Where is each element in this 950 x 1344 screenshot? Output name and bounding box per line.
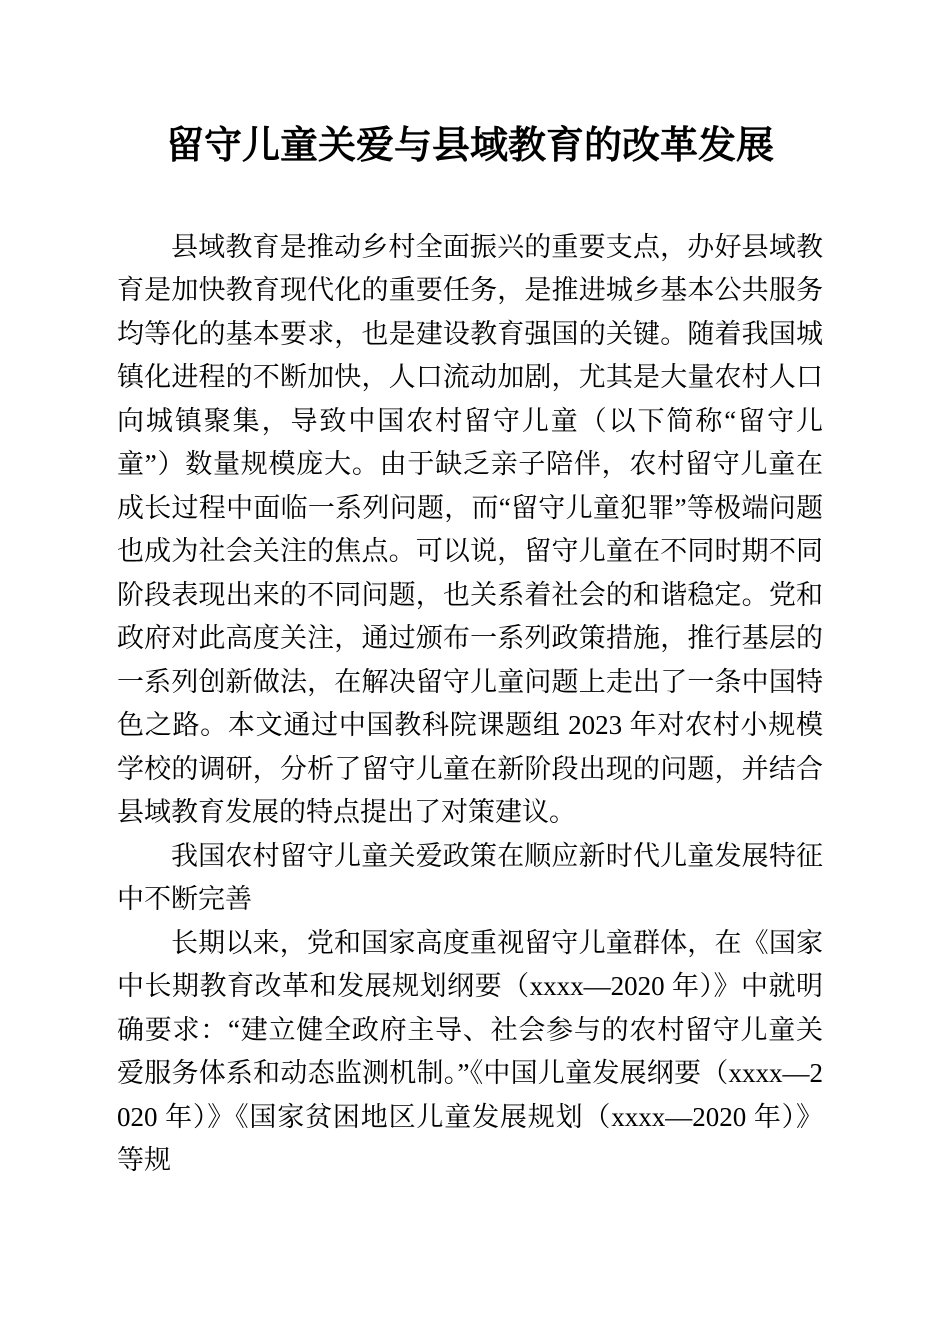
paragraph-policy-history: 长期以来，党和国家高度重视留守儿童群体，在《国家中长期教育改革和发展规划纲要（xxxx—2020 年）》中就明确要求：“建立健全政府主导、社会参与的农村留守儿童关爱服务体系和动态监测机制。”《中国儿童发展纲要（xxxx—2020 年）》《国家贫困地区儿童发展规划（xxxx—2020 年）》等规 — [117, 927, 823, 1175]
document-title: 留守儿童关爱与县域教育的改革发展 — [165, 125, 774, 167]
paragraph-intro: 县域教育是推动乡村全面振兴的重要支点，办好县域教育是加快教育现代化的重要任务，是推进城乡基本公共服务均等化的基本要求，也是建设教育强国的关键。随着我国城镇化进程的不断加快，人口流动加剧，尤其是大量农村人口向城镇聚集，导致中国农村留守儿童（以下简称“留守儿童”）数量规模庞大。由于缺乏亲子陪伴，农村留守儿童在成长过程中面临一系列问题，而“留守儿童犯罪”等极端问题也成为社会关注的焦点。可以说，留守儿童在不同时期不同阶段表现出来的不同问题，也关系着社会的和谐稳定。党和政府对此高度关注，通过颁布一系列政策措施，推行基层的一系列创新做法，在解决留守儿童问题上走出了一条中国特色之路。本文通过中国教科院课题组 2023 年对农村小规模学校的调研，分析了留守儿童在新阶段出现的问题，并结合县域教育发展的特点提出了对策建议。 — [117, 231, 823, 827]
document-body — [117, 226, 823, 1183]
paragraph-section-heading: 我国农村留守儿童关爱政策在顺应新时代儿童发展特征中不断完善 — [117, 840, 823, 914]
